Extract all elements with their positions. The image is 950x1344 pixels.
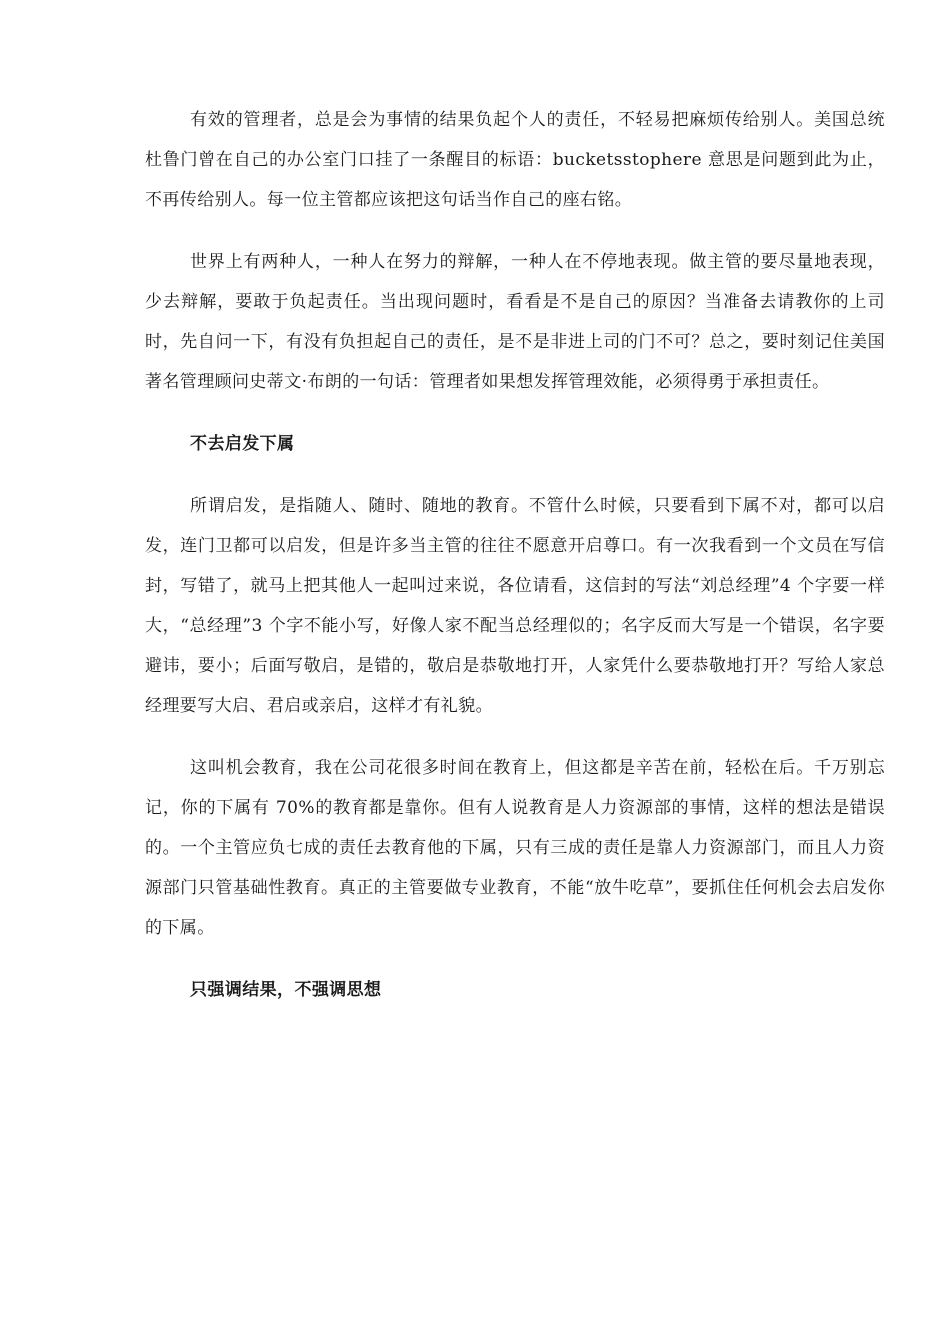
- paragraph-responsibility: 有效的管理者，总是会为事情的结果负起个人的责任，不轻易把麻烦传给别人。美国总统杜鲁门曾在自己的办公室门口挂了一条醒目的标语：bucketsstophere 意思是问题到此为止，不再传给别人。每一位主管都应该把这句话当作自己的座右铭。: [145, 110, 886, 210]
- paragraph-two-kinds-of-people: 世界上有两种人，一种人在努力的辩解，一种人在不停地表现。做主管的要尽量地表现，少去辩解，要敢于负起责任。当出现问题时，看看是不是自己的原因？当准备去请教你的上司时，先自问一下，有没有负担起自己的责任，是不是非进上司的门不可？总之，要时刻记住美国著名管理顾问史蒂文·布朗的一句话：管理者如果想发挥管理效能，必须得勇于承担责任。: [145, 252, 885, 392]
- section-heading-inspire-subordinates: 不去启发下属: [190, 434, 295, 454]
- document-body: [145, 100, 885, 1010]
- paragraph-gap: [145, 464, 885, 486]
- paragraph-gap: [145, 402, 885, 424]
- paragraph-gap: [145, 726, 885, 748]
- paragraph-gap: [145, 948, 885, 970]
- paragraph-gap: [145, 220, 885, 242]
- section-heading-results-not-thinking: 只强调结果，不强调思想: [190, 980, 382, 1000]
- paragraph-inspiration-example: 所谓启发，是指随人、随时、随地的教育。不管什么时候，只要看到下属不对，都可以启发，连门卫都可以启发，但是许多当主管的往往不愿意开启尊口。有一次我看到一个文员在写信封，写错了，就马上把其他人一起叫过来说，各位请看，这信封的写法“刘总经理”4 个字要一样大，“总经理”3 个字不能小写，好像人家不配当总经理似的；名字反而大写是一个错误，名字要避讳，要小；后面写敬启，是错的，敬启是恭敬地打开，人家凭什么要恭敬地打开？写给人家总经理要写大启、君启或亲启，这样才有礼貌。: [145, 496, 885, 716]
- paragraph-opportunity-education: 这叫机会教育，我在公司花很多时间在教育上，但这都是辛苦在前，轻松在后。千万别忘记，你的下属有 70%的教育都是靠你。但有人说教育是人力资源部的事情，这样的想法是错误的。一个主管应负七成的责任去教育他的下属，只有三成的责任是靠人力资源部门，而且人力资源部门只管基础性教育。真正的主管要做专业教育，不能“放牛吃草”，要抓住任何机会去启发你的下属。: [145, 758, 885, 938]
